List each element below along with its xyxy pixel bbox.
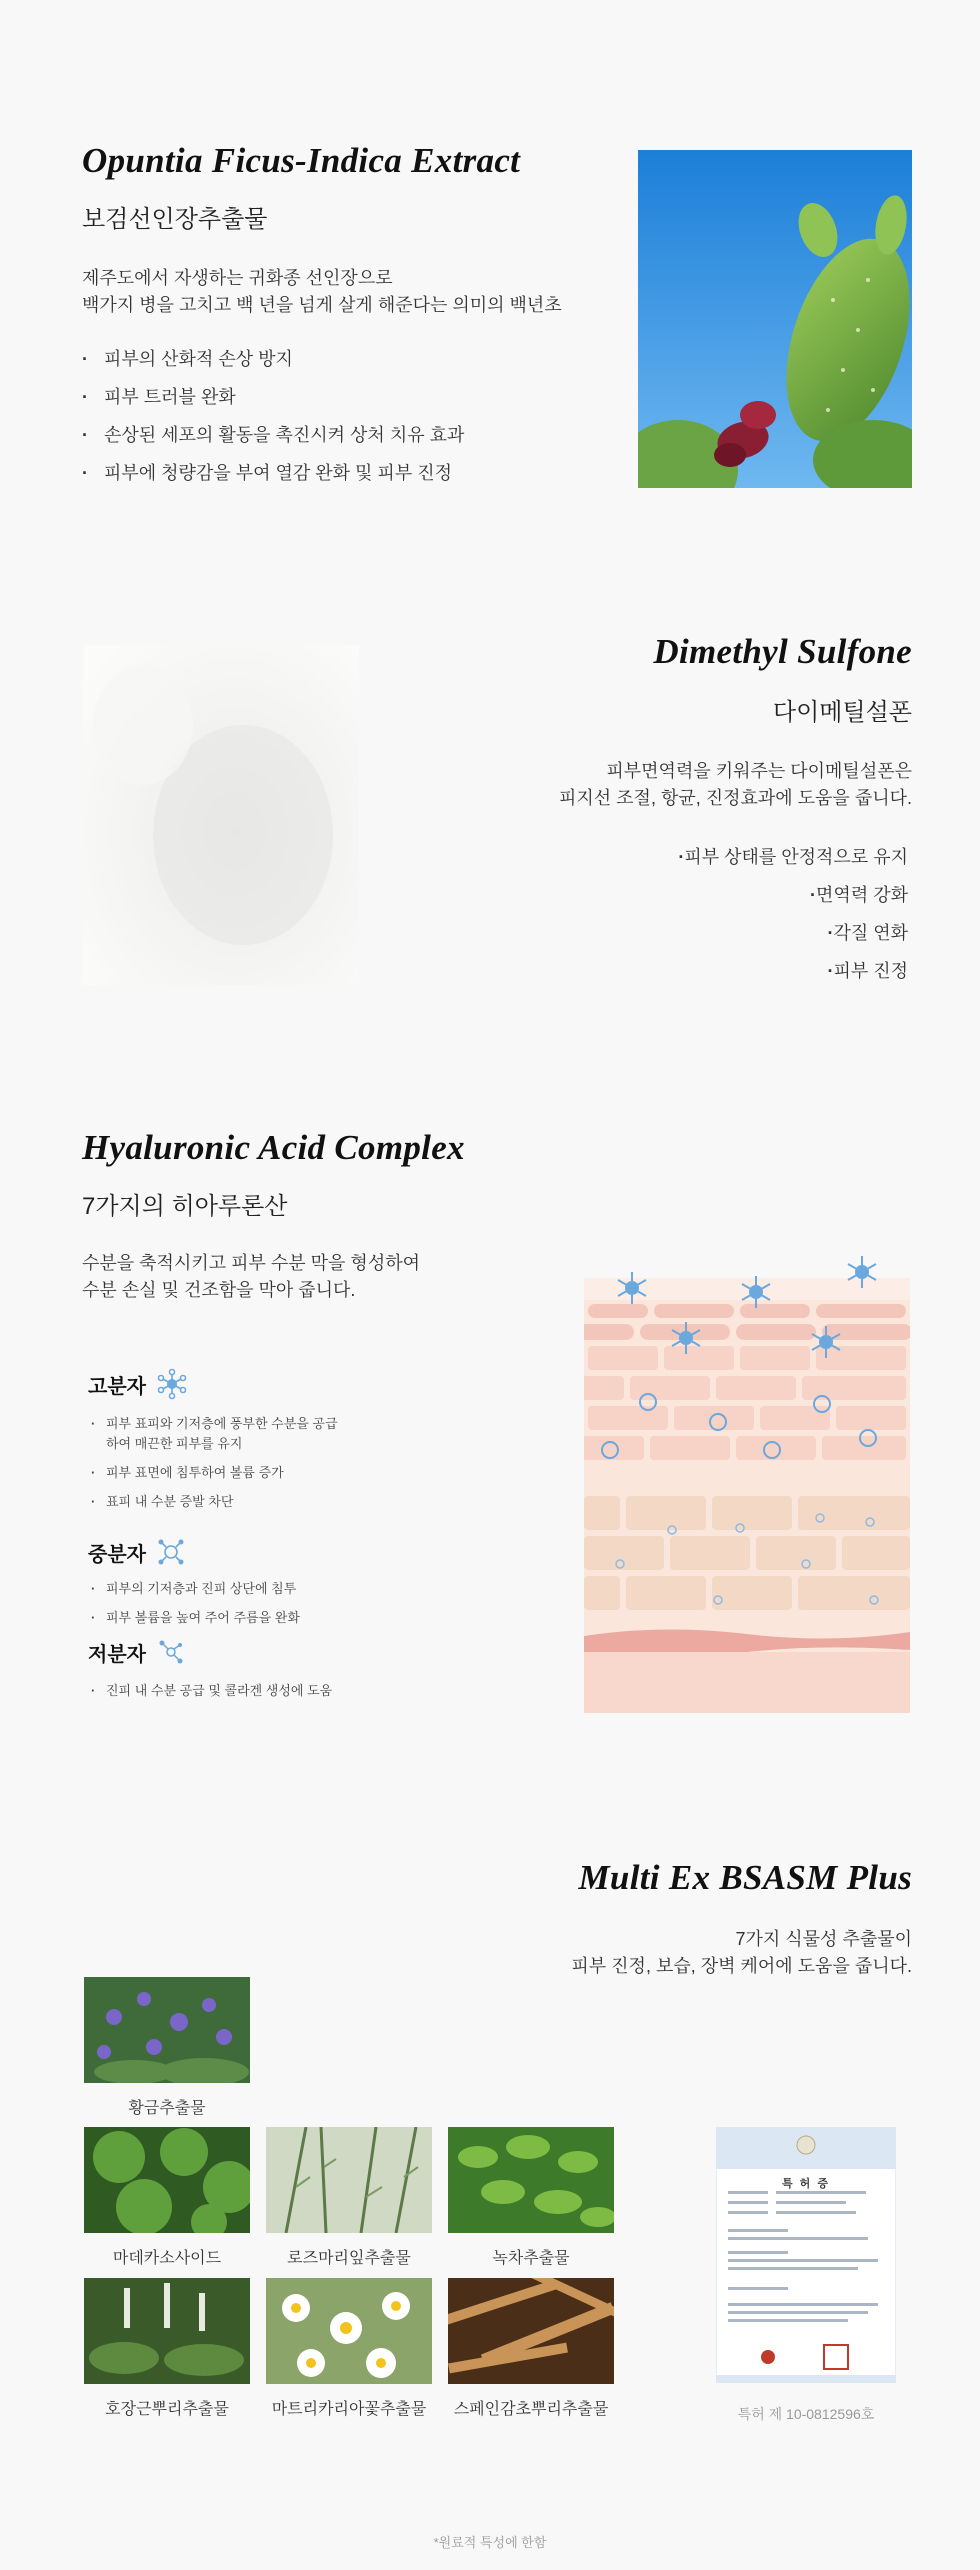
list-item: · 피부 표피와 기저층에 풍부한 수분을 공급하여 매끈한 피부를 유지 <box>88 1414 346 1454</box>
plant-rosemary <box>266 2127 432 2268</box>
list-item: · 피부의 기저층과 진피 상단에 침투 <box>88 1579 388 1599</box>
plant-label: 황금추출물 <box>128 2100 206 2117</box>
opuntia-title: Opuntia Ficus-Indica Extract <box>82 141 521 180</box>
plant-polygonum <box>84 2278 250 2419</box>
hyaluronic-subtitle: 7가지의 히아루론산 <box>82 1193 288 1220</box>
plant-label: 로즈마리잎추출물 <box>287 2250 411 2267</box>
list-item: · 면역력 강화 <box>662 876 908 914</box>
list-item: · 표피 내 수분 증발 차단 <box>88 1492 388 1512</box>
plant-label: 마트리카리아꽃추출물 <box>271 2401 427 2418</box>
opuntia-desc-line-2: 백가지 병을 고치고 백 년을 넘게 살게 해준다는 의미의 백년초 <box>82 295 562 315</box>
list-item: · 피부 볼륨을 높여 주어 주름을 완화 <box>88 1608 388 1628</box>
list-item: · 피부의 산화적 손상 방지 <box>82 340 464 378</box>
plant-label: 호장근뿌리추출물 <box>105 2401 229 2418</box>
plant-label: 마데카소사이드 <box>112 2250 222 2267</box>
cactus-photo <box>638 150 912 488</box>
opuntia-subtitle: 보검선인장추출물 <box>82 206 268 233</box>
green-tea-photo <box>448 2127 614 2233</box>
msm-powder-photo <box>83 645 359 985</box>
list-item: · 피부 상태를 안정적으로 유지 <box>662 838 908 876</box>
madecassoside-photo <box>84 2127 250 2233</box>
patent-document-image <box>716 2127 896 2383</box>
rosemary-photo <box>266 2127 432 2233</box>
msm-desc-line-2: 피지선 조절, 항균, 진정효과에 도움을 줍니다. <box>559 788 912 808</box>
group-name: 중분자 <box>88 1543 146 1566</box>
opuntia-desc-line-1: 제주도에서 자생하는 귀화종 선인장으로 <box>82 268 393 288</box>
list-item: · 피부 진정 <box>662 952 908 990</box>
plant-licorice <box>448 2278 614 2419</box>
msm-benefits-list <box>662 838 908 990</box>
plant-label: 녹차추출물 <box>492 2250 570 2267</box>
plant-madecassoside <box>84 2127 250 2268</box>
matricaria-photo <box>266 2278 432 2384</box>
group-name: 저분자 <box>88 1643 146 1666</box>
medium-molecular-icon <box>156 1537 186 1567</box>
opuntia-benefits-list <box>82 340 464 492</box>
plant-matricaria <box>266 2278 432 2419</box>
opuntia-description <box>82 265 562 319</box>
plant-scutellaria <box>84 1977 250 2118</box>
msm-title: Dimethyl Sulfone <box>653 632 912 671</box>
list-item: · 손상된 세포의 활동을 촉진시켜 상처 치유 효과 <box>82 416 464 454</box>
patent-heading: 특 허 증 <box>782 2178 830 2190</box>
msm-description <box>559 758 912 812</box>
list-item: · 각질 연화 <box>662 914 908 952</box>
low-molecular-group <box>88 1637 388 1710</box>
list-item: · 피부에 청량감을 부여 열감 완화 및 피부 진정 <box>82 454 464 492</box>
group-name: 고분자 <box>88 1375 146 1398</box>
medium-molecular-list <box>88 1579 388 1628</box>
list-item: · 진피 내 수분 공급 및 콜라겐 생성에 도움 <box>88 1681 388 1701</box>
multiex-desc-line-2: 피부 진정, 보습, 장벽 케어에 도움을 줍니다. <box>571 1956 912 1976</box>
polygonum-photo <box>84 2278 250 2384</box>
low-molecular-heading <box>88 1637 388 1667</box>
multiex-desc-line-1: 7가지 식물성 추출물이 <box>735 1929 912 1949</box>
list-item: · 피부 트러블 완화 <box>82 378 464 416</box>
low-molecular-list <box>88 1681 388 1701</box>
licorice-photo <box>448 2278 614 2384</box>
medium-molecular-group <box>88 1537 388 1637</box>
multiex-description <box>571 1926 912 1980</box>
scutellaria-photo <box>84 1977 250 2083</box>
multiex-title: Multi Ex BSASM Plus <box>578 1858 912 1897</box>
msm-subtitle: 다이메틸설폰 <box>772 699 912 726</box>
hyaluronic-desc-line-1: 수분을 축적시키고 피부 수분 막을 형성하여 <box>82 1253 420 1273</box>
footnote: *원료적 특성에 한함 <box>433 2535 547 2550</box>
plant-label: 스페인감초뿌리추출물 <box>453 2401 609 2418</box>
skin-layer-illustration <box>584 1238 910 1713</box>
high-molecular-icon <box>156 1368 188 1400</box>
hyaluronic-title: Hyaluronic Acid Complex <box>82 1128 465 1167</box>
list-item: · 피부 표면에 침투하여 볼륨 증가 <box>88 1463 388 1483</box>
medium-molecular-heading <box>88 1537 388 1567</box>
hyaluronic-description <box>82 1250 420 1304</box>
plant-green-tea <box>448 2127 614 2268</box>
high-molecular-group <box>88 1368 388 1521</box>
patent-certificate <box>716 2127 896 2424</box>
hyaluronic-desc-line-2: 수분 손실 및 건조함을 막아 줍니다. <box>82 1280 356 1300</box>
high-molecular-heading <box>88 1368 388 1400</box>
patent-number-caption: 특허 제 10-0812596호 <box>737 2406 875 2422</box>
msm-desc-line-1: 피부면역력을 키워주는 다이메틸설폰은 <box>606 761 912 781</box>
low-molecular-icon <box>156 1637 186 1667</box>
high-molecular-list <box>88 1414 388 1512</box>
